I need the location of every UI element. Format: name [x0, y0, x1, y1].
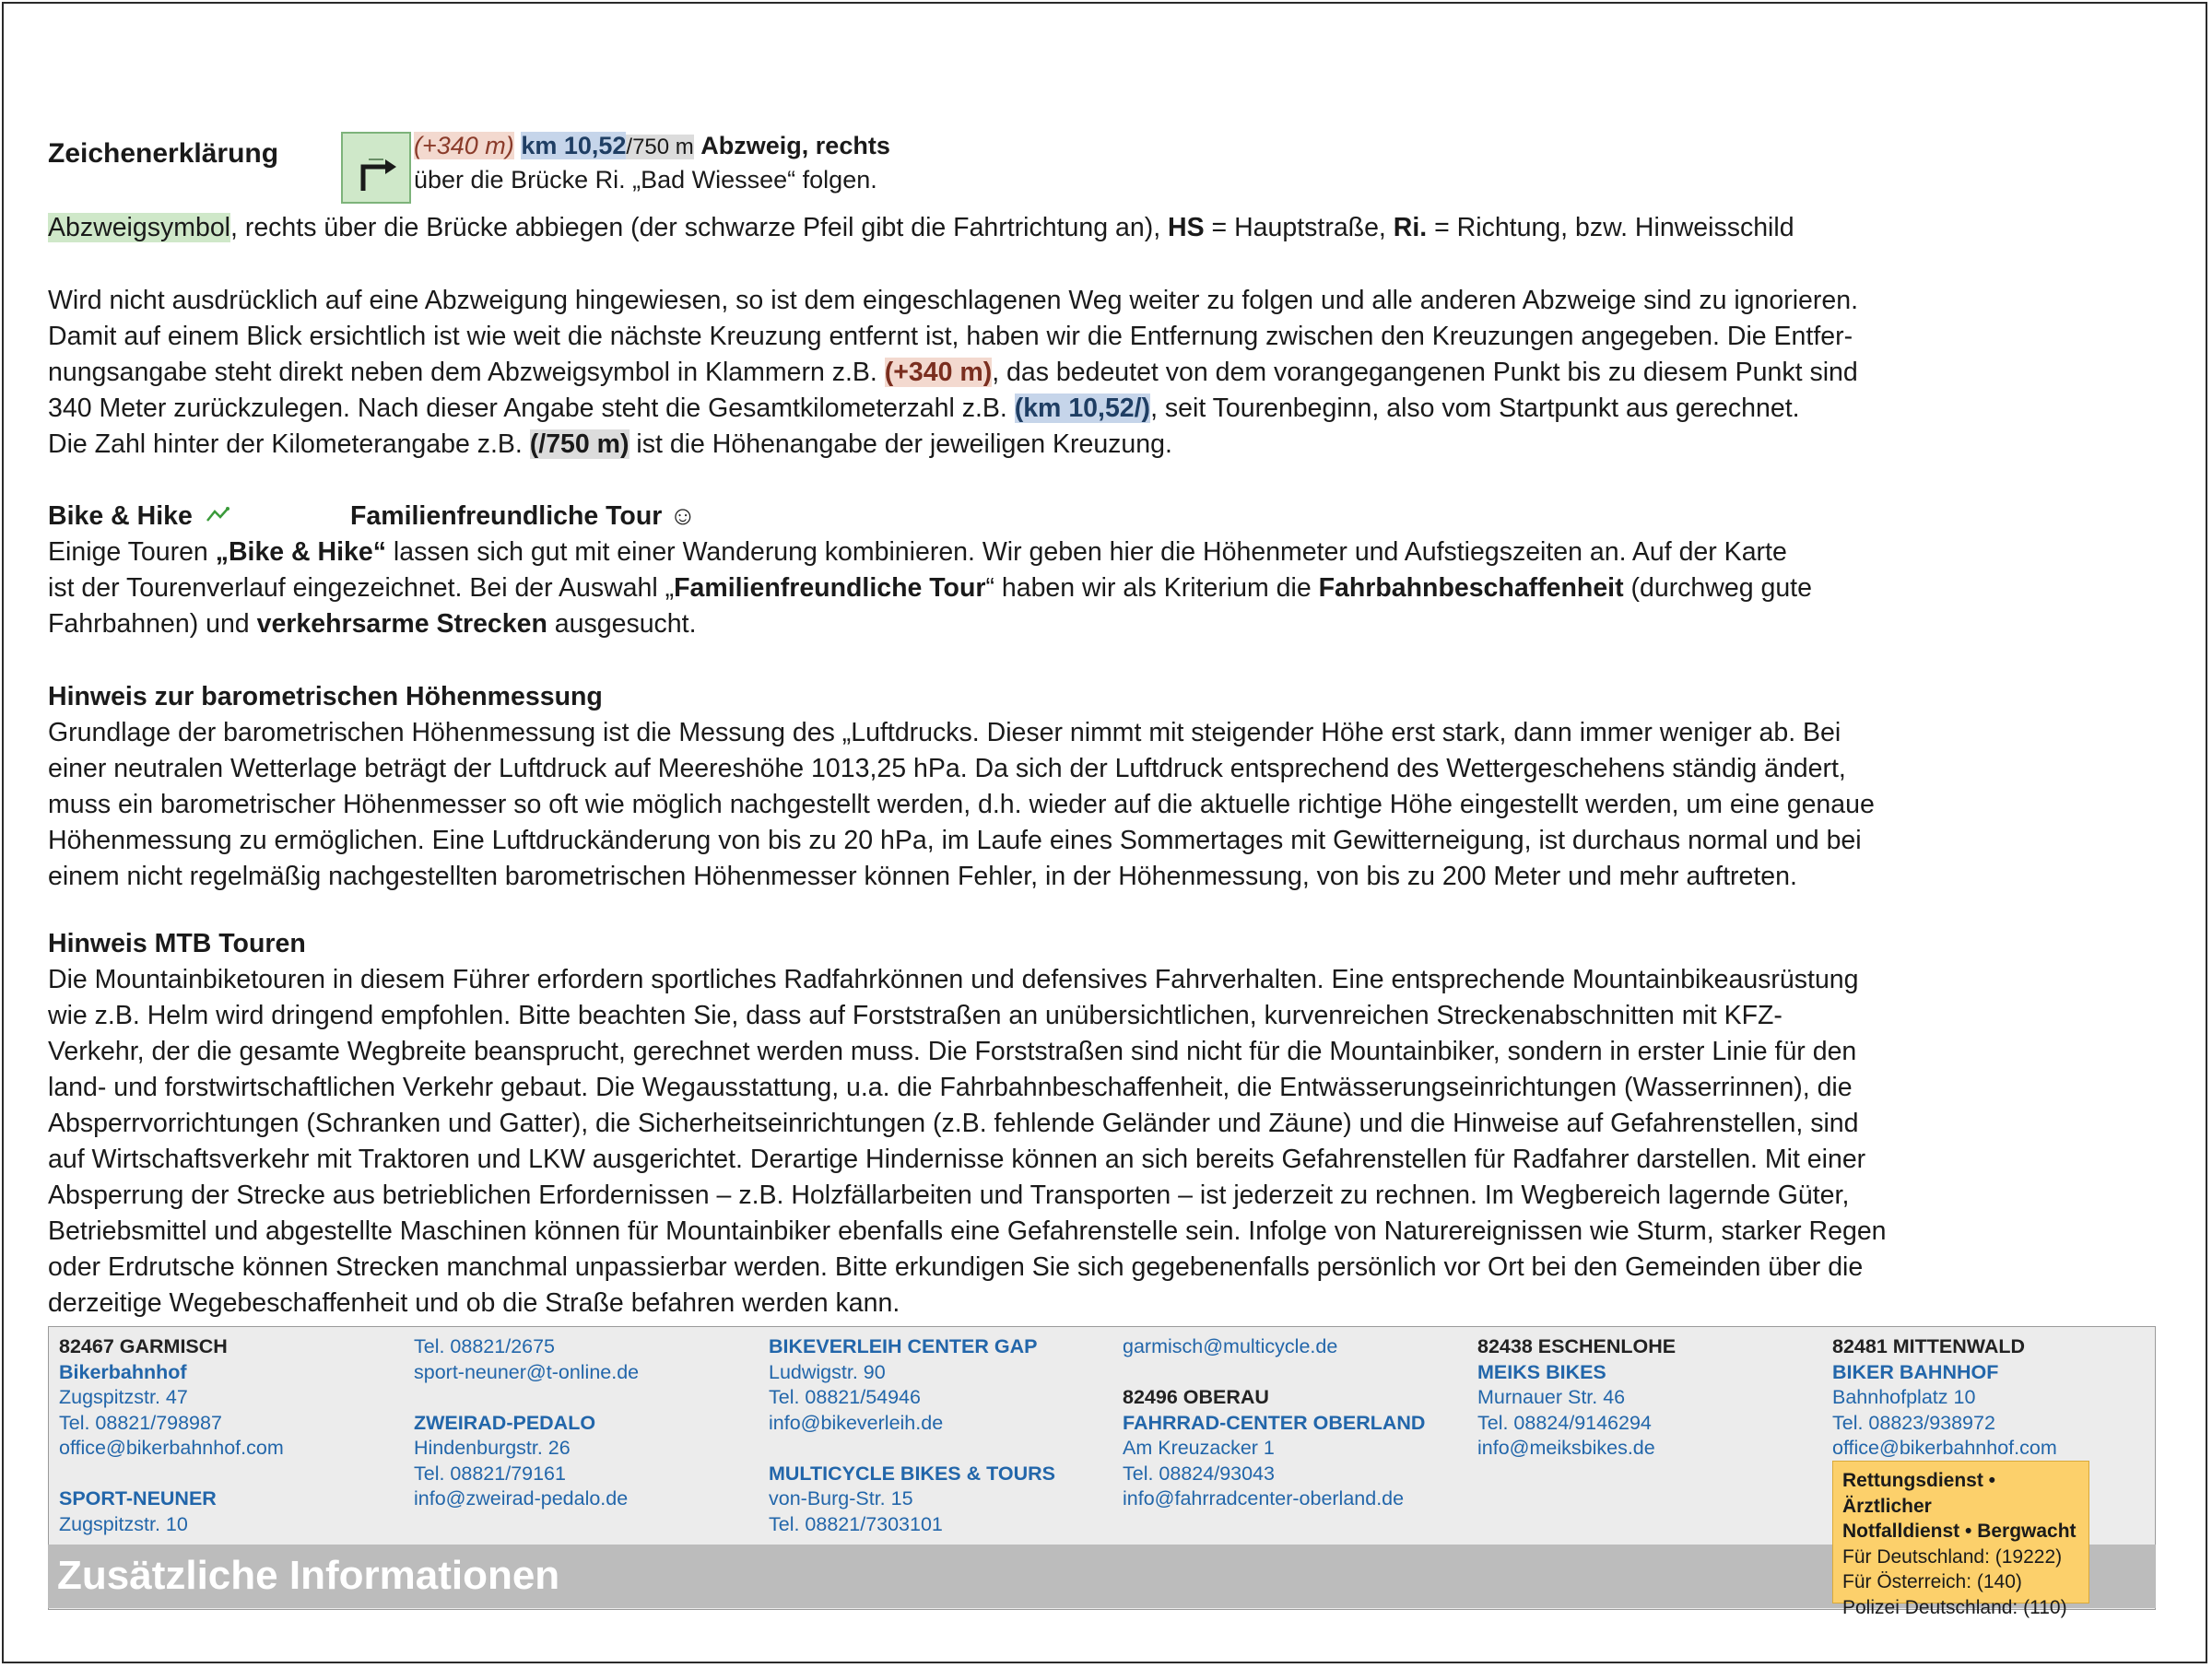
email-link[interactable]: office@bikerbahnhof.com: [59, 1437, 284, 1459]
baro-line: Höhenmessung zu ermöglichen. Eine Luftdruckänderung von bis zu 20 hPa, im Laufe eines Sommertages mit Gewitterneigung, ist durchaus normal und bei: [48, 826, 1862, 855]
sample-km: km 10,52: [521, 132, 627, 159]
contact-column-oberau: garmisch@multicycle.de 82496 OBERAU FAHRRAD-CENTER OBERLAND Am Kreuzacker 1 Tel. 08824/93043 info@fahrradcenter-oberland.de: [1123, 1334, 1425, 1512]
baro-heading: Hinweis zur barometrischen Höhenmessung: [48, 682, 603, 711]
email-link[interactable]: garmisch@multicycle.de: [1123, 1335, 1338, 1357]
mtb-line: Betriebsmittel und abgestellte Maschinen können für Mountainbiker ebenfalls eine Gefahrenstelle sein. Infolge von Naturereignissen wie Sturm, starker Regen: [48, 1216, 1887, 1246]
mtb-line: Verkehr, der die gesamte Wegbreite beansprucht, gerechnet werden muss. Die Forststraßen sind nicht für die Mountainbiker, sondern in erster Linie für den: [48, 1037, 1857, 1066]
contact-column-eschenlohe: 82438 ESCHENLOHE MEIKS BIKES Murnauer Str. 46 Tel. 08824/9146294 info@meiksbikes.de: [1477, 1334, 1676, 1462]
mtb-line: land- und forstwirtschaftlichen Verkehr gebaut. Die Wegausstattung, u.a. die Fahrbahnbeschaffenheit, die Entwässerungseinrichtungen (Wasserrinnen), die: [48, 1073, 1853, 1102]
email-link[interactable]: info@meiksbikes.de: [1477, 1437, 1655, 1459]
mtb-line: Absperrvorrichtungen (Schranken und Gatter), die Sicherheitseinrichtungen (z.B. fehlende Geländer und Zäune) und die Hinweise auf Gefahrenstellen, sind: [48, 1109, 1859, 1138]
bike-hike-heading: Bike & Hike: [48, 499, 233, 534]
email-link[interactable]: info@fahrradcenter-oberland.de: [1123, 1487, 1405, 1509]
bike-hike-line: Fahrbahnen) und verkehrsarme Strecken ausgesucht.: [48, 609, 697, 639]
footer-title: Zusätzliche Informationen: [57, 1553, 560, 1598]
legend-sample-line2: über die Brücke Ri. „Bad Wiessee“ folgen.: [414, 166, 877, 194]
mtb-line: oder Erdrutsche können Strecken manchmal unpassierbar werden. Bitte erkundigen Sie sich gegebenenfalls persönlich vor Ort bei den Gemeinden über die: [48, 1252, 1864, 1282]
legend-title: Zeichenerklärung: [48, 138, 279, 169]
email-link[interactable]: info@zweirad-pedalo.de: [414, 1487, 629, 1509]
legend-description: Abzweigsymbol, rechts über die Brücke abbiegen (der schwarze Pfeil gibt die Fahrtrichtung an), HS = Hauptstraße, Ri. = Richtung, bzw. Hinweisschild: [48, 213, 1794, 242]
email-link[interactable]: sport-neuner@t-online.de: [414, 1360, 640, 1383]
mtb-line: derzeitige Wegebeschaffenheit und ob die Straße befahren werden kann.: [48, 1288, 900, 1318]
smiley-icon: ☺: [669, 501, 697, 531]
example-distance: (+340 m): [884, 358, 993, 387]
para1-line: Damit auf einem Blick ersichtlich ist wie weit die nächste Kreuzung entfernt ist, haben wir die Entfernung zwischen den Kreuzungen angegeben. Die Entfer-: [48, 322, 1853, 351]
contact-column-garmisch: 82467 GARMISCH Bikerbahnhof Zugspitzstr. 47 Tel. 08821/798987 office@bikerbahnhof.com SPORT-NEUNER Zugspitzstr. 10: [59, 1335, 284, 1535]
email-link[interactable]: office@bikerbahnhof.com: [1832, 1437, 2057, 1459]
mtb-line: Absperrung der Strecke aus betrieblichen Erfordernissen – z.B. Holzfällarbeiten und Transporten – ist jederzeit zu rechnen. Im Wegbereich lagernde Güter,: [48, 1181, 1850, 1210]
contact-column-mittenwald: 82481 MITTENWALD BIKER BAHNHOF Bahnhofplatz 10 Tel. 08823/938972 office@bikerbahnhof.com: [1832, 1334, 2057, 1462]
example-altitude: (/750 m): [529, 429, 629, 459]
email-link[interactable]: info@bikeverleih.de: [769, 1411, 944, 1434]
mtb-heading: Hinweis MTB Touren: [48, 929, 306, 958]
contact-column-3: BIKEVERLEIH CENTER GAP Ludwigstr. 90 Tel. 08821/54946 info@bikeverleih.de MULTICYCLE BIKES & TOURS von-Burg-Str. 15 Tel. 08821/7303101: [769, 1335, 1055, 1535]
para1-line: 340 Meter zurückzulegen. Nach dieser Angabe steht die Gesamtkilometerzahl z.B. (km 10,52/), seit Tourenbeginn, also vom Startpunkt aus gerechnet.: [48, 394, 1800, 423]
bike-hike-line: Einige Touren „Bike & Hike“ lassen sich gut mit einer Wanderung kombinieren. Wir geben hier die Höhenmeter und Aufstiegszeiten an. Auf der Karte: [48, 537, 1787, 567]
mtb-line: wie z.B. Helm wird dringend empfohlen. Bitte beachten Sie, dass auf Forststraßen an unübersichtlichen, kurvenreichen Streckenabschnitten mit KFZ-: [48, 1001, 1783, 1030]
para1-line: nungsangabe steht direkt neben dem Abzweigsymbol in Klammern z.B. (+340 m), das bedeutet von dem vorangegangenen Punkt bis zu diesem Punkt sind: [48, 358, 1858, 387]
sample-distance: (+340 m): [414, 132, 514, 159]
contact-column-2: Tel. 08821/2675 sport-neuner@t-online.de ZWEIRAD-PEDALO Hindenburgstr. 26 Tel. 08821/79161 info@zweirad-pedalo.de: [414, 1334, 639, 1512]
mtb-line: auf Wirtschaftsverkehr mit Traktoren und LKW ausgerichtet. Derartige Hindernisse können an sich bereits Gefahrenstellen für Radfahrer darstellen. Mit einer: [48, 1145, 1866, 1174]
baro-line: Grundlage der barometrischen Höhenmessung ist die Messung des „Luftdrucks. Dieser nimmt mit steigender Höhe erst stark, dann immer weniger ab. Bei: [48, 718, 1841, 747]
baro-line: einem nicht regelmäßig nachgestellten barometrischen Höhenmesser können Fehler, in der Höhenmessung, von bis zu 200 Meter und mehr auftreten.: [48, 862, 1797, 891]
bike-hike-line: ist der Tourenverlauf eingezeichnet. Bei der Auswahl „Familienfreundliche Tour“ haben wir als Kriterium die Fahrbahnbeschaffenheit (durchweg gute: [48, 573, 1812, 603]
hike-icon: [206, 499, 233, 519]
mtb-line: Die Mountainbiketouren in diesem Führer erfordern sportliches Radfahrkönnen und defensives Fahrverhalten. Eine entsprechende Mountainbikeausrüstung: [48, 965, 1859, 994]
example-km: (km 10,52/): [1014, 394, 1151, 423]
para1-line: Wird nicht ausdrücklich auf eine Abzweigung hingewiesen, so ist dem eingeschlagenen Weg weiter zu folgen und alle anderen Abzweige sind zu ignorieren.: [48, 286, 1859, 315]
para1-line: Die Zahl hinter der Kilometerangabe z.B. (/750 m) ist die Höhenangabe der jeweiligen Kreuzung.: [48, 429, 1172, 459]
legend-sample-line1: [414, 130, 890, 163]
sample-action: Abzweig, rechts: [700, 132, 890, 159]
baro-line: muss ein barometrischer Höhenmesser so oft wie möglich nachgestellt werden, d.h. wieder auf die aktuelle richtige Höhe eingestellt werden, um eine genaue: [48, 790, 1875, 819]
turn-right-symbol-icon: [341, 132, 411, 204]
emergency-box: Rettungsdienst • Ärztlicher Notfalldienst • Bergwacht Für Deutschland: (19222) Für Österreich: (140) Polizei Deutschland: (110): [1832, 1461, 2089, 1603]
family-tour-heading: Familienfreundliche Tour ☺: [350, 501, 697, 531]
sample-altitude: /750 m: [626, 135, 694, 159]
baro-line: einer neutralen Wetterlage beträgt der Luftdruck auf Meereshöhe 1013,25 hPa. Da sich der Luftdruck entsprechend des Wettergeschehens ständig ändert,: [48, 754, 1846, 783]
symbol-label: Abzweigsymbol: [48, 213, 230, 242]
